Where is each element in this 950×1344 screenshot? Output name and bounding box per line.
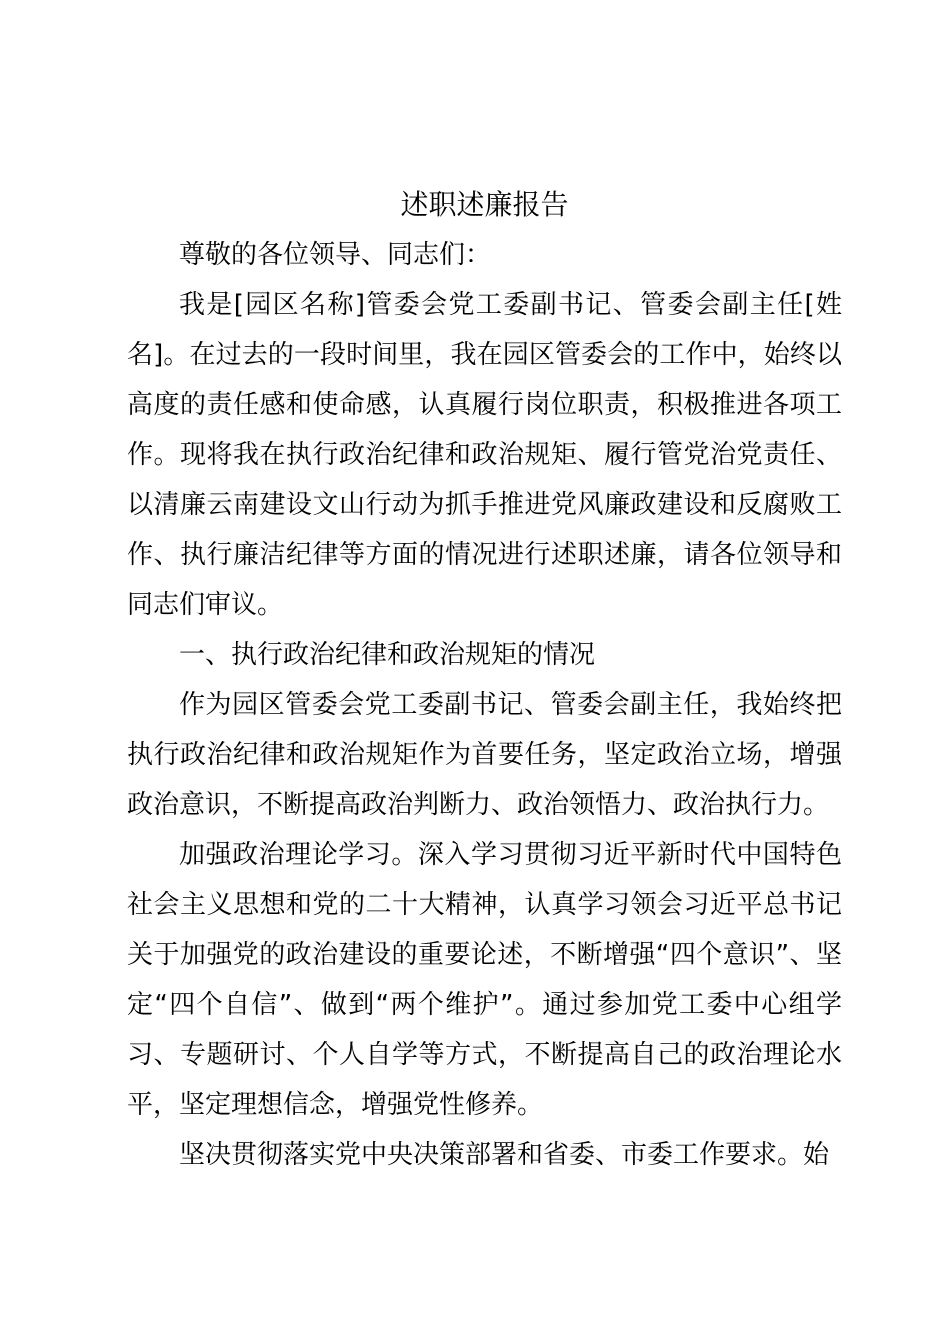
- document-title: 述职述廉报告: [400, 188, 569, 221]
- section-1-paragraph-3: 坚决贯彻落实党中央决策部署和省委、市委工作要求。始: [179, 1140, 830, 1170]
- document-body: [127, 180, 842, 1180]
- salutation: 尊敬的各位领导、同志们：: [179, 240, 492, 270]
- section-1-paragraph-2: 加强政治理论学习。深入学习贯彻习近平新时代中国特色社会主义思想和党的二十大精神，认真学习领会习近平总书记关于加强党的政治建设的重要论述，不断增强“四个意识”、坚定“四个自信”、做到“两个维护”。通过参加党工委中心组学习、专题研讨、个人自学等方式，不断提高自己的政治理论水平，坚定理想信念，增强党性修养。: [127, 840, 842, 1120]
- section-1-paragraph-1: 作为园区管委会党工委副书记、管委会副主任，我始终把执行政治纪律和政治规矩作为首要任务，坚定政治立场，增强政治意识，不断提高政治判断力、政治领悟力、政治执行力。: [127, 690, 842, 820]
- intro-paragraph: 我是[园区名称]管委会党工委副书记、管委会副主任[姓名]。在过去的一段时间里，我在园区管委会的工作中，始终以高度的责任感和使命感，认真履行岗位职责，积极推进各项工作。现将我在执行政治纪律和政治规矩、履行管党治党责任、以清廉云南建设文山行动为抓手推进党风廉政建设和反腐败工作、执行廉洁纪律等方面的情况进行述职述廉，请各位领导和同志们审议。: [127, 290, 842, 620]
- section-heading-1: 一、执行政治纪律和政治规矩的情况: [179, 640, 596, 670]
